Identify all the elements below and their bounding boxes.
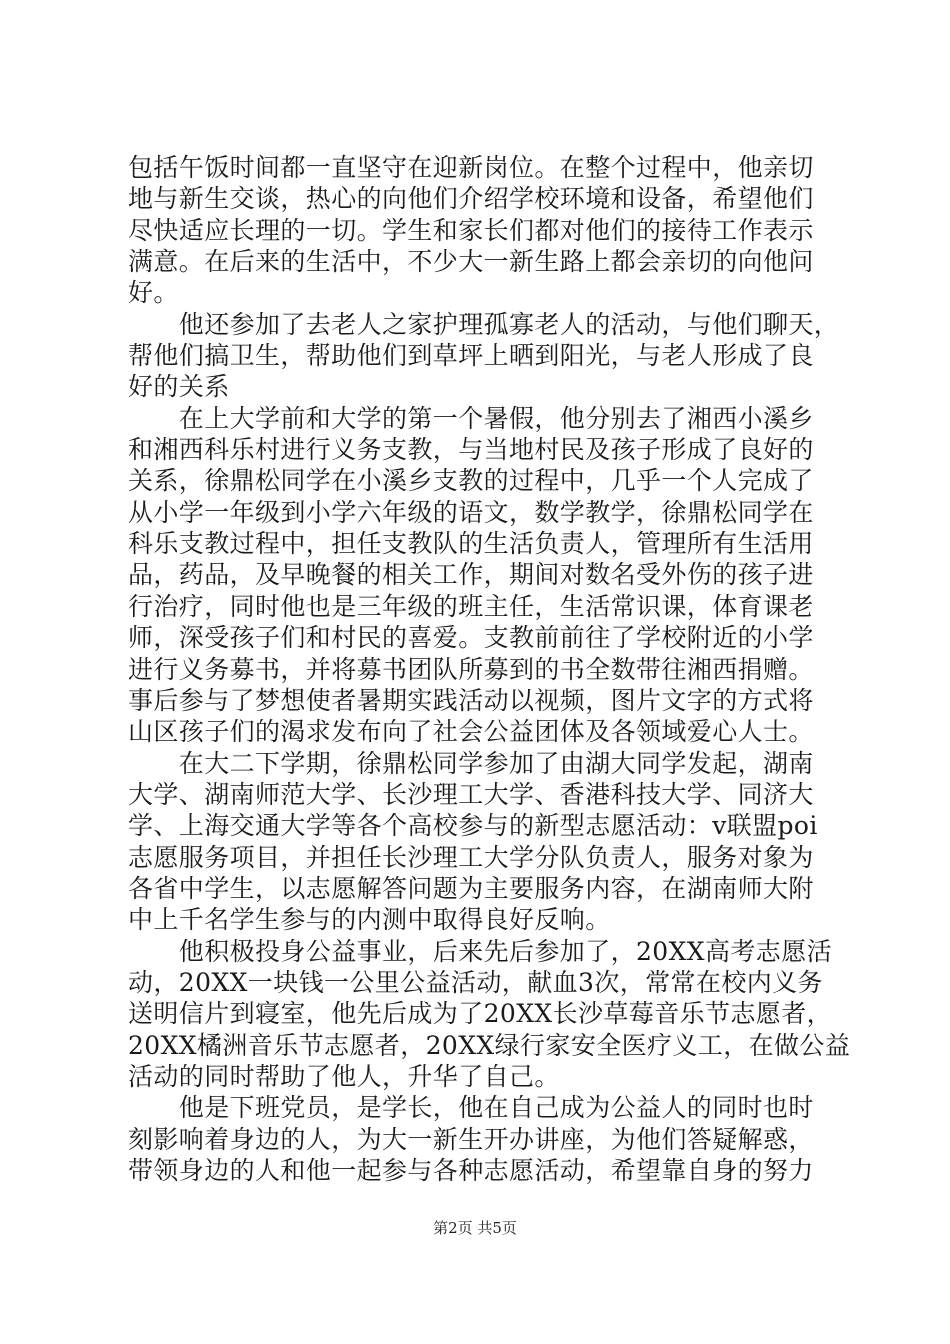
text-line: 好。 bbox=[128, 278, 179, 308]
text-line: 学、上海交通大学等各个高校参与的新型志愿活动：v联盟poi bbox=[128, 811, 818, 841]
text-line: 师，深受孩子们和村民的喜爱。支教前前往了学校附近的小学 bbox=[128, 623, 814, 653]
text-line: 好的关系 bbox=[128, 372, 230, 402]
text-line: 尽快适应长理的一切。学生和家长们都对他们的接待工作表示 bbox=[128, 215, 814, 245]
text-line: 志愿服务项目，并担任长沙理工大学分队负责人，服务对象为 bbox=[128, 842, 814, 872]
text-line: 大学、湖南师范大学、长沙理工大学、香港科技大学、同济大 bbox=[128, 779, 814, 809]
text-line: 他积极投身公益事业，后来先后参加了，20XX高考志愿活 bbox=[128, 936, 833, 966]
text-line: 关系，徐鼎松同学在小溪乡支教的过程中，几乎一个人完成了 bbox=[128, 466, 814, 496]
text-line: 地与新生交谈，热心的向他们介绍学校环境和设备，希望他们 bbox=[128, 184, 814, 214]
text-line: 山区孩子们的渴求发布向了社会公益团体及各领域爱心人士。 bbox=[128, 717, 814, 747]
text-line: 他还参加了去老人之家护理孤寡老人的活动，与他们聊天， bbox=[128, 309, 840, 339]
text-line: 行治疗，同时他也是三年级的班主任，生活常识课，体育课老 bbox=[128, 591, 814, 621]
text-line: 中上千名学生参与的内测中取得良好反响。 bbox=[128, 905, 611, 935]
text-line: 他是下班党员，是学长，他在自己成为公益人的同时也时 bbox=[128, 1093, 814, 1123]
text-line: 送明信片到寝室，他先后成为了20XX长沙草莓音乐节志愿者， bbox=[128, 999, 833, 1029]
text-line: 品，药品，及早晚餐的相关工作，期间对数名受外伤的孩子进 bbox=[128, 560, 814, 590]
body-text bbox=[128, 152, 851, 1186]
text-line: 带领身边的人和他一起参与各种志愿活动，希望靠自身的努力 bbox=[128, 1156, 814, 1185]
text-line: 科乐支教过程中，担任支教队的生活负责人，管理所有生活用 bbox=[128, 529, 814, 559]
text-line: 各省中学生，以志愿解答问题为主要服务内容，在湖南师大附 bbox=[128, 873, 814, 903]
text-line: 包括午饭时间都一直坚守在迎新岗位。在整个过程中，他亲切 bbox=[128, 153, 814, 182]
text-line: 在上大学前和大学的第一个暑假，他分别去了湘西小溪乡 bbox=[128, 403, 814, 433]
text-line: 刻影响着身边的人，为大一新生开办讲座，为他们答疑解惑， bbox=[128, 1124, 814, 1154]
text-line: 帮他们搞卫生，帮助他们到草坪上晒到阳光，与老人形成了良 bbox=[128, 341, 814, 371]
text-line: 动，20XX一块钱一公里公益活动，献血3次，常常在校内义务 bbox=[128, 967, 823, 997]
text-line: 满意。在后来的生活中，不少大一新生路上都会亲切的向他问 bbox=[128, 247, 814, 277]
text-line: 进行义务募书，并将募书团队所募到的书全数带往湘西捐赠。 bbox=[128, 654, 814, 684]
text-line: 在大二下学期，徐鼎松同学参加了由湖大同学发起，湖南 bbox=[128, 748, 814, 778]
text-line: 从小学一年级到小学六年级的语文，数学教学，徐鼎松同学在 bbox=[128, 497, 814, 527]
text-line: 和湘西科乐村进行义务支教，与当地村民及孩子形成了良好的 bbox=[128, 435, 814, 465]
text-line: 活动的同时帮助了他人，升华了自己。 bbox=[128, 1061, 560, 1091]
page-footer bbox=[0, 1217, 950, 1238]
text-line: 20XX橘洲音乐节志愿者，20XX绿行家安全医疗义工，在做公益 bbox=[128, 1030, 851, 1060]
text-line: 事后参与了梦想使者暑期实践活动以视频，图片文字的方式将 bbox=[128, 685, 814, 715]
page-number-label: 第2页 共5页 bbox=[433, 1219, 517, 1237]
